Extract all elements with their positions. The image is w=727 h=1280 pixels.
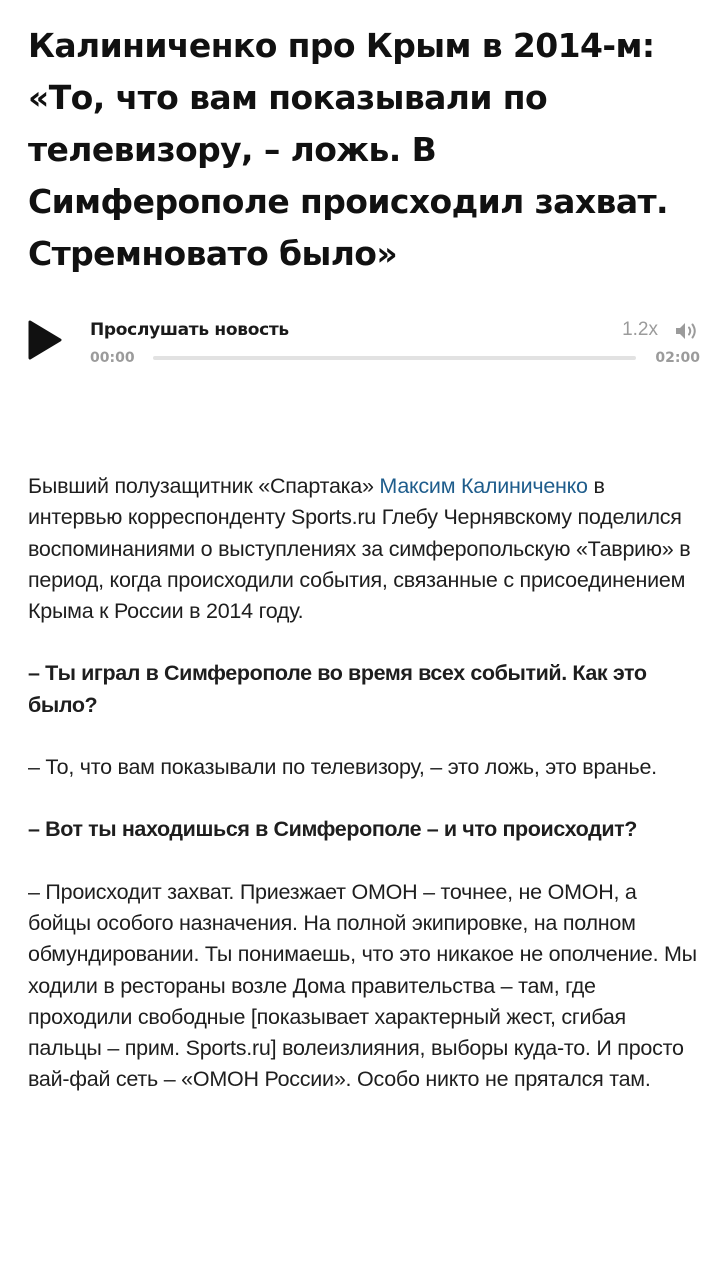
article [28,20,700,1127]
progress-bar[interactable] [153,356,636,360]
person-link[interactable]: Максим Калиниченко [379,474,588,498]
answer-1: – То, что вам показывали по телевизору, – это ложь, это вранье. [28,755,657,780]
question-2: – Вот ты находишься в Симферополе – и что происходит? [28,817,638,842]
speaker-icon[interactable] [674,320,700,342]
total-time: 02:00 [655,350,700,366]
speed-button[interactable]: 1.2x [622,319,658,340]
article-title: Калиниченко про Крым в 2014-м: «То, что вам показывали по телевизору, – ложь. В Симферополе происходил захват. Стремновато было» [28,26,668,273]
intro-text-start: Бывший полузащитник «Спартака» [28,474,380,498]
player-label: Прослушать новость [90,320,289,340]
current-time: 00:00 [90,350,135,366]
article-body [28,471,700,1096]
audio-player [28,318,700,378]
answer-2: – Происходит захват. Приезжает ОМОН – точнее, не ОМОН, а бойцы особого назначения. На полной экипировке, на полном обмундировании. Ты понимаешь, что это никакое не ополчение. Мы ходили в рестораны возле Дома правительства – там, где проходили свободные [показывает характерный жест, сгибая пальцы – прим. Sports.ru] волеизлияния, выборы куда-то. И просто вай-фай сеть – «ОМОН России». Особо никто не прятался там. [28,879,697,1092]
intro-text-end: в интервью корреспонденту Sports.ru Глебу Чернявскому поделился воспоминаниями о выступлениях за симферопольскую «Таврию» в период, когда происходили события, связанные с присоединением Крыма к России в 2014 году. [28,474,691,624]
intro-paragraph [28,471,700,627]
question-1: – Ты играл в Симферополе во время всех событий. Как это было? [28,661,647,717]
play-icon[interactable] [28,320,62,360]
